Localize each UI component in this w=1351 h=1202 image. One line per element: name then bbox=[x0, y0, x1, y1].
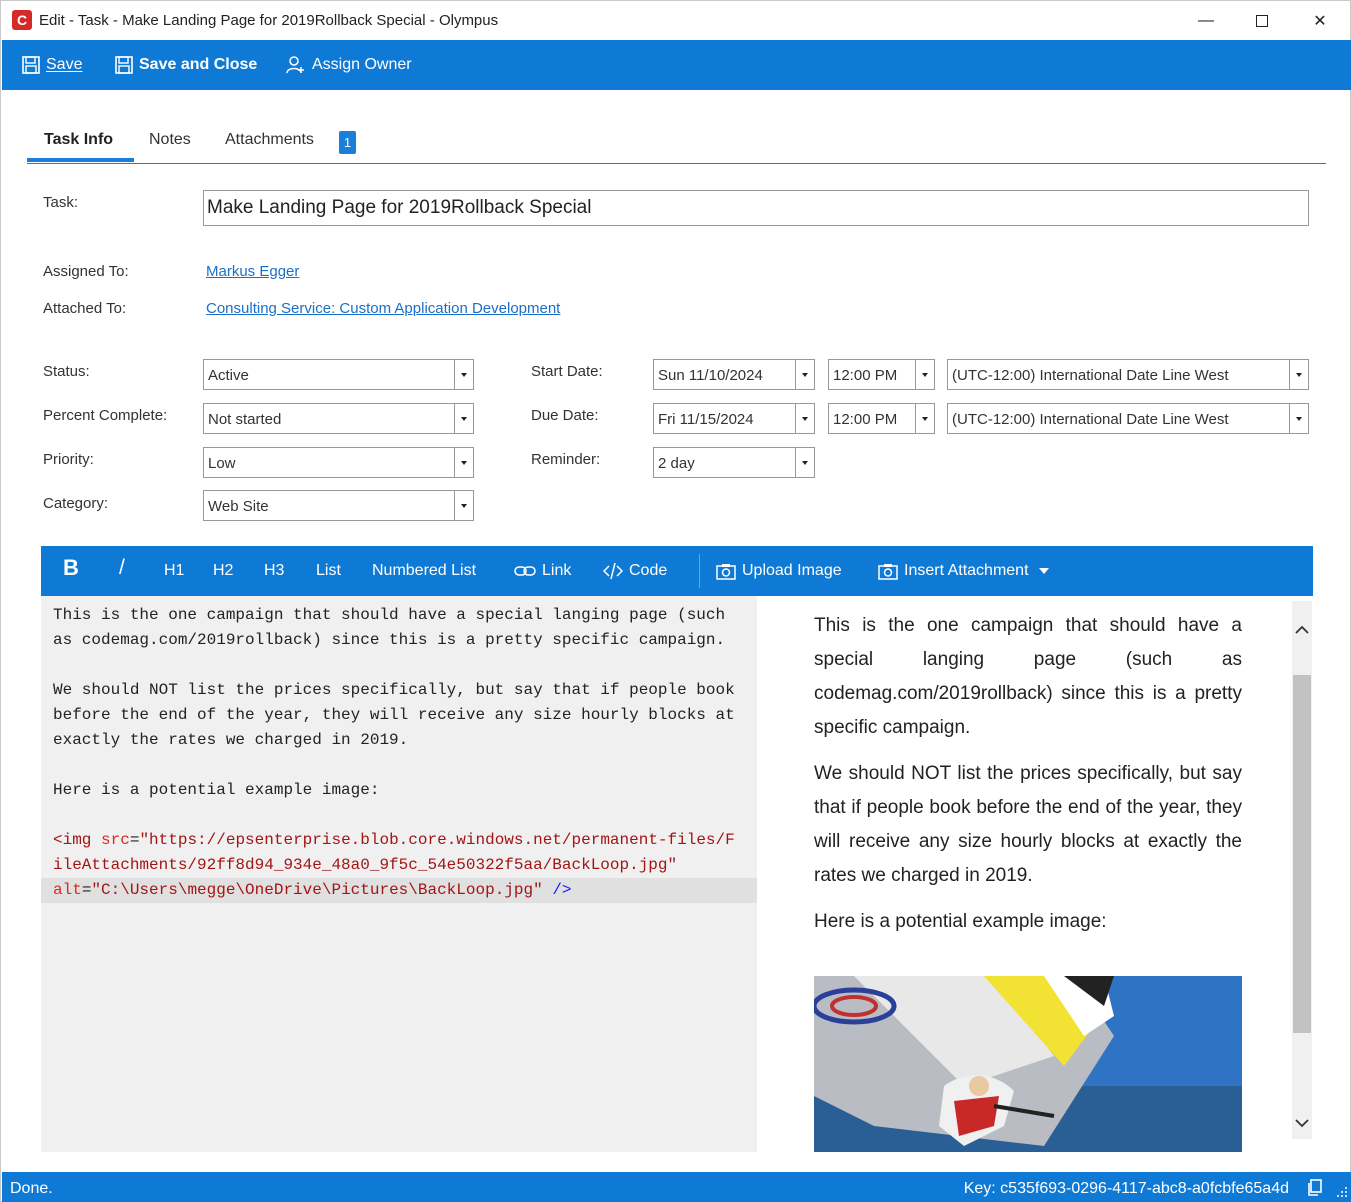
save-button[interactable] bbox=[22, 53, 82, 77]
tab-strip bbox=[27, 121, 1326, 164]
status-label: Status: bbox=[43, 363, 90, 380]
tab-attachments[interactable]: Attachments bbox=[225, 131, 314, 148]
percent-complete-label: Percent Complete: bbox=[43, 407, 168, 424]
h1-button[interactable]: H1 bbox=[164, 562, 185, 579]
chevron-up-icon bbox=[1295, 625, 1309, 634]
html-alt-value: "C:\Users\megge\OneDrive\Pictures\BackLoop.jpg" bbox=[91, 881, 543, 899]
upload-image-label: Upload Image bbox=[742, 562, 842, 579]
scroll-up-button[interactable] bbox=[1292, 617, 1312, 641]
insert-attachment-label: Insert Attachment bbox=[904, 562, 1029, 579]
h2-button[interactable]: H2 bbox=[213, 562, 234, 579]
assigned-to-link[interactable]: Markus Egger bbox=[206, 263, 300, 280]
html-src-value-cont: ileAttachments/92ff8d94_934e_48a0_9f5c_54e50322f5aa/BackLoop.jpg" bbox=[53, 856, 678, 874]
markdown-preview bbox=[814, 609, 1242, 951]
windsurfer-image bbox=[814, 976, 1242, 1152]
attached-to-label: Attached To: bbox=[43, 300, 127, 317]
due-date-value: Fri 11/15/2024 bbox=[658, 411, 754, 428]
editor-line bbox=[53, 853, 677, 878]
start-date-label: Start Date: bbox=[531, 363, 603, 380]
priority-label: Priority: bbox=[43, 451, 94, 468]
preview-paragraph: This is the one campaign that should have a special langing page (such as codemag.com/2019rollback) since this is a pretty specific campaign. bbox=[814, 615, 1242, 738]
dropdown-arrow-icon[interactable] bbox=[915, 360, 934, 389]
camera-icon bbox=[878, 563, 898, 580]
editor-line bbox=[53, 828, 735, 853]
priority-value: Low bbox=[208, 455, 236, 472]
chevron-down-icon bbox=[1295, 1119, 1309, 1128]
task-label: Task: bbox=[43, 194, 79, 211]
code-label: Code bbox=[629, 562, 668, 579]
html-attr-alt: alt bbox=[53, 881, 82, 899]
add-user-icon bbox=[286, 55, 306, 75]
dropdown-arrow-icon[interactable] bbox=[1289, 360, 1308, 389]
title-bar bbox=[1, 1, 1350, 40]
attached-to-link[interactable]: Consulting Service: Custom Application Development bbox=[206, 300, 561, 317]
scrollbar-thumb[interactable] bbox=[1293, 675, 1311, 1033]
html-tag-open: <img bbox=[53, 831, 92, 849]
dropdown-arrow-icon[interactable] bbox=[454, 448, 473, 477]
toolbar-separator bbox=[699, 554, 700, 588]
upload-image-button[interactable] bbox=[716, 560, 842, 582]
percent-complete-value: Not started bbox=[208, 411, 282, 428]
save-and-close-button[interactable] bbox=[115, 53, 257, 77]
dropdown-arrow-icon[interactable] bbox=[454, 360, 473, 389]
assign-owner-button[interactable] bbox=[286, 53, 412, 77]
close-button[interactable] bbox=[1291, 1, 1349, 40]
tab-notes[interactable]: Notes bbox=[149, 131, 191, 148]
html-tag-close: /> bbox=[552, 881, 572, 899]
status-value: Active bbox=[208, 367, 249, 384]
list-button[interactable]: List bbox=[316, 562, 341, 579]
category-label: Category: bbox=[43, 495, 109, 512]
due-date-label: Due Date: bbox=[531, 407, 599, 424]
editor-line: Here is a potential example image: bbox=[53, 781, 380, 799]
html-equals: = bbox=[129, 831, 140, 849]
attachments-count-badge: 1 bbox=[339, 131, 356, 154]
editor-line bbox=[53, 878, 572, 903]
active-tab-indicator bbox=[27, 158, 134, 162]
start-time-select[interactable] bbox=[828, 359, 935, 390]
scroll-down-button[interactable] bbox=[1292, 1111, 1312, 1135]
editor-line: as codemag.com/2019rollback) since this is a pretty specific campaign. bbox=[53, 631, 726, 649]
insert-attachment-button[interactable] bbox=[878, 560, 1049, 582]
copy-icon[interactable] bbox=[1307, 1179, 1323, 1196]
percent-complete-select[interactable] bbox=[203, 403, 474, 434]
resize-grip-icon[interactable] bbox=[1334, 1184, 1348, 1198]
link-icon bbox=[514, 564, 536, 578]
status-select[interactable] bbox=[203, 359, 474, 390]
editor-line: exactly the rates we charged in 2019. bbox=[53, 731, 409, 749]
reminder-label: Reminder: bbox=[531, 451, 601, 468]
dropdown-arrow-icon[interactable] bbox=[795, 448, 814, 477]
due-time-value: 12:00 PM bbox=[833, 411, 898, 428]
due-time-select[interactable] bbox=[828, 403, 935, 434]
code-button[interactable] bbox=[603, 560, 667, 582]
start-timezone-value: (UTC-12:00) International Date Line West bbox=[952, 367, 1229, 384]
preview-paragraph: We should NOT list the prices specifically, but say that if people book before the end of the year, they will receive any size hourly blocks at exactly the rates we charged in 2019. bbox=[814, 763, 1242, 886]
record-key: Key: c535f693-0296-4117-abc8-a0fcbfe65a4d bbox=[963, 1180, 1289, 1197]
category-select[interactable] bbox=[203, 490, 474, 521]
save-and-close-label: Save and Close bbox=[139, 56, 258, 73]
dropdown-arrow-icon[interactable] bbox=[915, 404, 934, 433]
app-logo-icon: C bbox=[12, 10, 32, 30]
markdown-editor[interactable] bbox=[41, 596, 757, 1152]
dropdown-arrow-icon[interactable] bbox=[795, 404, 814, 433]
dropdown-arrow-icon[interactable] bbox=[454, 491, 473, 520]
dropdown-arrow-icon[interactable] bbox=[1289, 404, 1308, 433]
reminder-select[interactable] bbox=[653, 447, 815, 478]
priority-select[interactable] bbox=[203, 447, 474, 478]
start-timezone-select[interactable] bbox=[947, 359, 1309, 390]
dropdown-arrow-icon[interactable] bbox=[454, 404, 473, 433]
start-time-value: 12:00 PM bbox=[833, 367, 898, 384]
preview-image bbox=[814, 976, 1242, 1152]
status-bar bbox=[2, 1172, 1351, 1202]
preview-scrollbar[interactable] bbox=[1292, 601, 1312, 1139]
due-date-picker[interactable] bbox=[653, 403, 815, 434]
markdown-toolbar bbox=[41, 546, 1313, 596]
editor-line: This is the one campaign that should have a special langing page (such bbox=[53, 606, 726, 624]
close-icon: ✕ bbox=[1313, 12, 1327, 30]
editor-line: We should NOT list the prices specifically, but say that if people book bbox=[53, 681, 735, 699]
save-icon bbox=[115, 56, 133, 74]
link-label: Link bbox=[542, 562, 572, 579]
italic-button[interactable]: / bbox=[119, 556, 125, 579]
link-button[interactable] bbox=[514, 560, 571, 582]
dropdown-arrow-icon[interactable] bbox=[795, 360, 814, 389]
window-title: Edit - Task - Make Landing Page for 2019Rollback Special - Olympus bbox=[39, 12, 499, 29]
caret-down-icon bbox=[1039, 568, 1049, 574]
bold-button[interactable]: B bbox=[63, 555, 79, 580]
preview-paragraph: Here is a potential example image: bbox=[814, 911, 1107, 932]
html-src-value: "https://epsenterprise.blob.core.windows.net/permanent-files/F bbox=[139, 831, 735, 849]
assigned-to-label: Assigned To: bbox=[43, 263, 129, 280]
due-timezone-select[interactable] bbox=[947, 403, 1309, 434]
code-icon bbox=[603, 561, 623, 581]
main-toolbar bbox=[2, 40, 1351, 90]
html-attr-src: src bbox=[101, 831, 130, 849]
maximize-icon bbox=[1256, 15, 1268, 27]
camera-icon bbox=[716, 563, 736, 580]
save-icon bbox=[22, 56, 40, 74]
numbered-list-button[interactable]: Numbered List bbox=[372, 562, 477, 579]
start-date-value: Sun 11/10/2024 bbox=[658, 367, 763, 384]
tab-task-info[interactable]: Task Info bbox=[44, 131, 114, 148]
h3-button[interactable]: H3 bbox=[264, 562, 285, 579]
save-label: Save bbox=[46, 56, 83, 73]
maximize-button[interactable] bbox=[1233, 1, 1291, 40]
minimize-button[interactable] bbox=[1177, 1, 1235, 40]
start-date-picker[interactable] bbox=[653, 359, 815, 390]
assign-owner-label: Assign Owner bbox=[312, 56, 412, 73]
editor-line: before the end of the year, they will receive any size hourly blocks at bbox=[53, 706, 735, 724]
due-timezone-value: (UTC-12:00) International Date Line West bbox=[952, 411, 1229, 428]
minimize-icon: — bbox=[1198, 11, 1214, 29]
reminder-value: 2 day bbox=[658, 455, 695, 472]
category-value: Web Site bbox=[208, 498, 269, 515]
task-input[interactable] bbox=[203, 190, 1309, 226]
html-equals: = bbox=[81, 881, 92, 899]
status-text: Done. bbox=[10, 1180, 53, 1197]
